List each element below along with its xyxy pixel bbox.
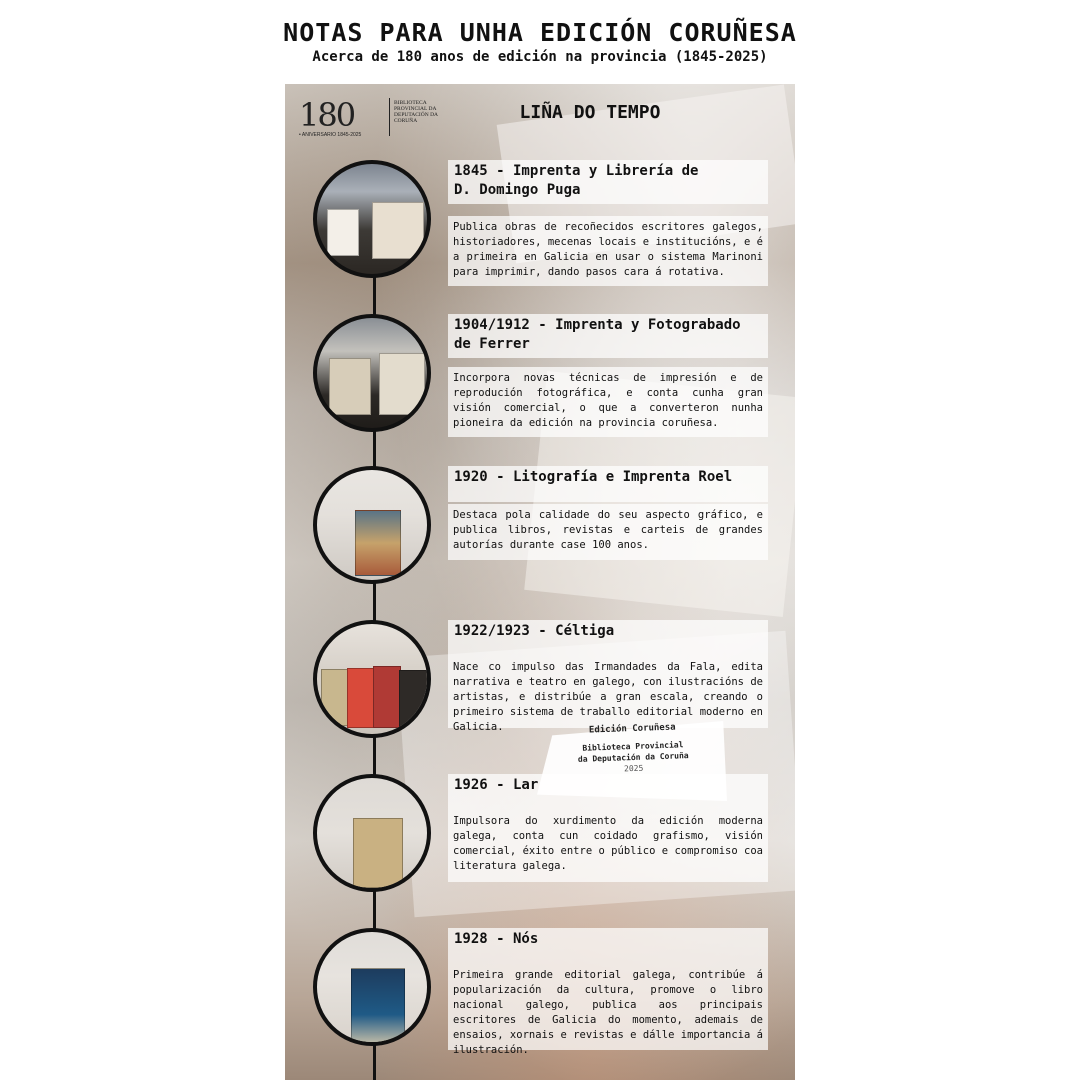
timeline-text-1: Publica obras de recoñecidos escritores galegos, historiadores, mecenas locais e institucións, e é a primeira en Galicia en usar o sistema Marinoni para imprimir, dando pasos cara á rotativa.	[448, 216, 768, 286]
book-image	[379, 353, 425, 415]
timeline-photo-2	[313, 314, 431, 432]
logo-anniversary: • ANIVERSARIO 1845-2025	[299, 132, 362, 138]
page-subtitle: Acerca de 180 anos de edición na provincia (1845-2025)	[312, 49, 768, 65]
timeline-photo-3	[313, 466, 431, 584]
timeline-panel	[285, 84, 795, 1080]
book-image	[327, 209, 359, 256]
page-title: NOTAS PARA UNHA EDICIÓN CORUÑESA	[283, 18, 797, 47]
timeline-photo-5	[313, 774, 431, 892]
timeline-heading-2: 1904/1912 - Imprenta y Fotograbado de Ferrer	[448, 314, 768, 358]
timeline-text-6: Primeira grande editorial galega, contribúe á popularización da cultura, promove o libro nacional galego, publica aos principais escritores de Galicia do momento, ademais de ensaios, xornais e revistas e dálle importancia á ilustración.	[448, 964, 768, 1050]
logo-number: 180	[299, 96, 355, 134]
timeline-heading-5: 1926 - Lar	[448, 774, 768, 810]
book-image	[399, 670, 429, 727]
stamp-line-3: da Deputación da Coruña	[577, 751, 689, 764]
timeline-heading-6: 1928 - Nós	[448, 928, 768, 964]
timeline-text-2: Incorpora novas técnicas de impresión e de reprodución fotográfica, e conta cunha gran visión comercial, o que a converteron nunha pioneira da edición na provincia coruñesa.	[448, 367, 768, 437]
book-image	[353, 818, 403, 888]
book-image	[355, 510, 401, 576]
book-image	[373, 666, 401, 728]
timeline-heading-1: 1845 - Imprenta y Librería de D. Domingo Puga	[448, 160, 768, 204]
logo-organization: BIBLIOTECA PROVINCIAL DA DEPUTACIÓN DA CORUÑA	[394, 100, 438, 124]
timeline-heading-4: 1922/1923 - Céltiga	[448, 620, 768, 656]
edition-stamp	[552, 721, 714, 777]
logo-divider	[389, 98, 390, 136]
timeline-title: LIÑA DO TEMPO	[519, 102, 661, 123]
book-image	[329, 358, 371, 415]
timeline-text-4: Nace co impulso das Irmandades da Fala, edita narrativa e teatro en galego, con ilustracións de artistas, e distribúe a gran escala, creando o primeiro sistema de traballo editorial moderno en Galicia.	[448, 656, 768, 728]
stamp-title: Edición Coruñesa	[588, 722, 676, 736]
timeline-heading-3: 1920 - Litografía e Imprenta Roel	[448, 466, 768, 502]
library-logo	[299, 96, 439, 142]
book-image	[347, 668, 375, 728]
book-image	[351, 968, 405, 1046]
stamp-year: 2025	[623, 763, 644, 774]
timeline-photo-4	[313, 620, 431, 738]
stamp-line-2: Biblioteca Provincial	[582, 740, 684, 753]
timeline-text-3: Destaca pola calidade do seu aspecto gráfico, e publica libros, revistas e carteis de grandes autorías durante case 100 anos.	[448, 504, 768, 560]
book-image	[321, 669, 349, 726]
timeline-photo-6	[313, 928, 431, 1046]
timeline-text-5: Impulsora do xurdimento da edición moderna galega, conta cun coidado grafismo, visión comercial, éxito entre o público e compromiso coa literatura galega.	[448, 810, 768, 882]
timeline-photo-1	[313, 160, 431, 278]
book-image	[372, 202, 424, 259]
